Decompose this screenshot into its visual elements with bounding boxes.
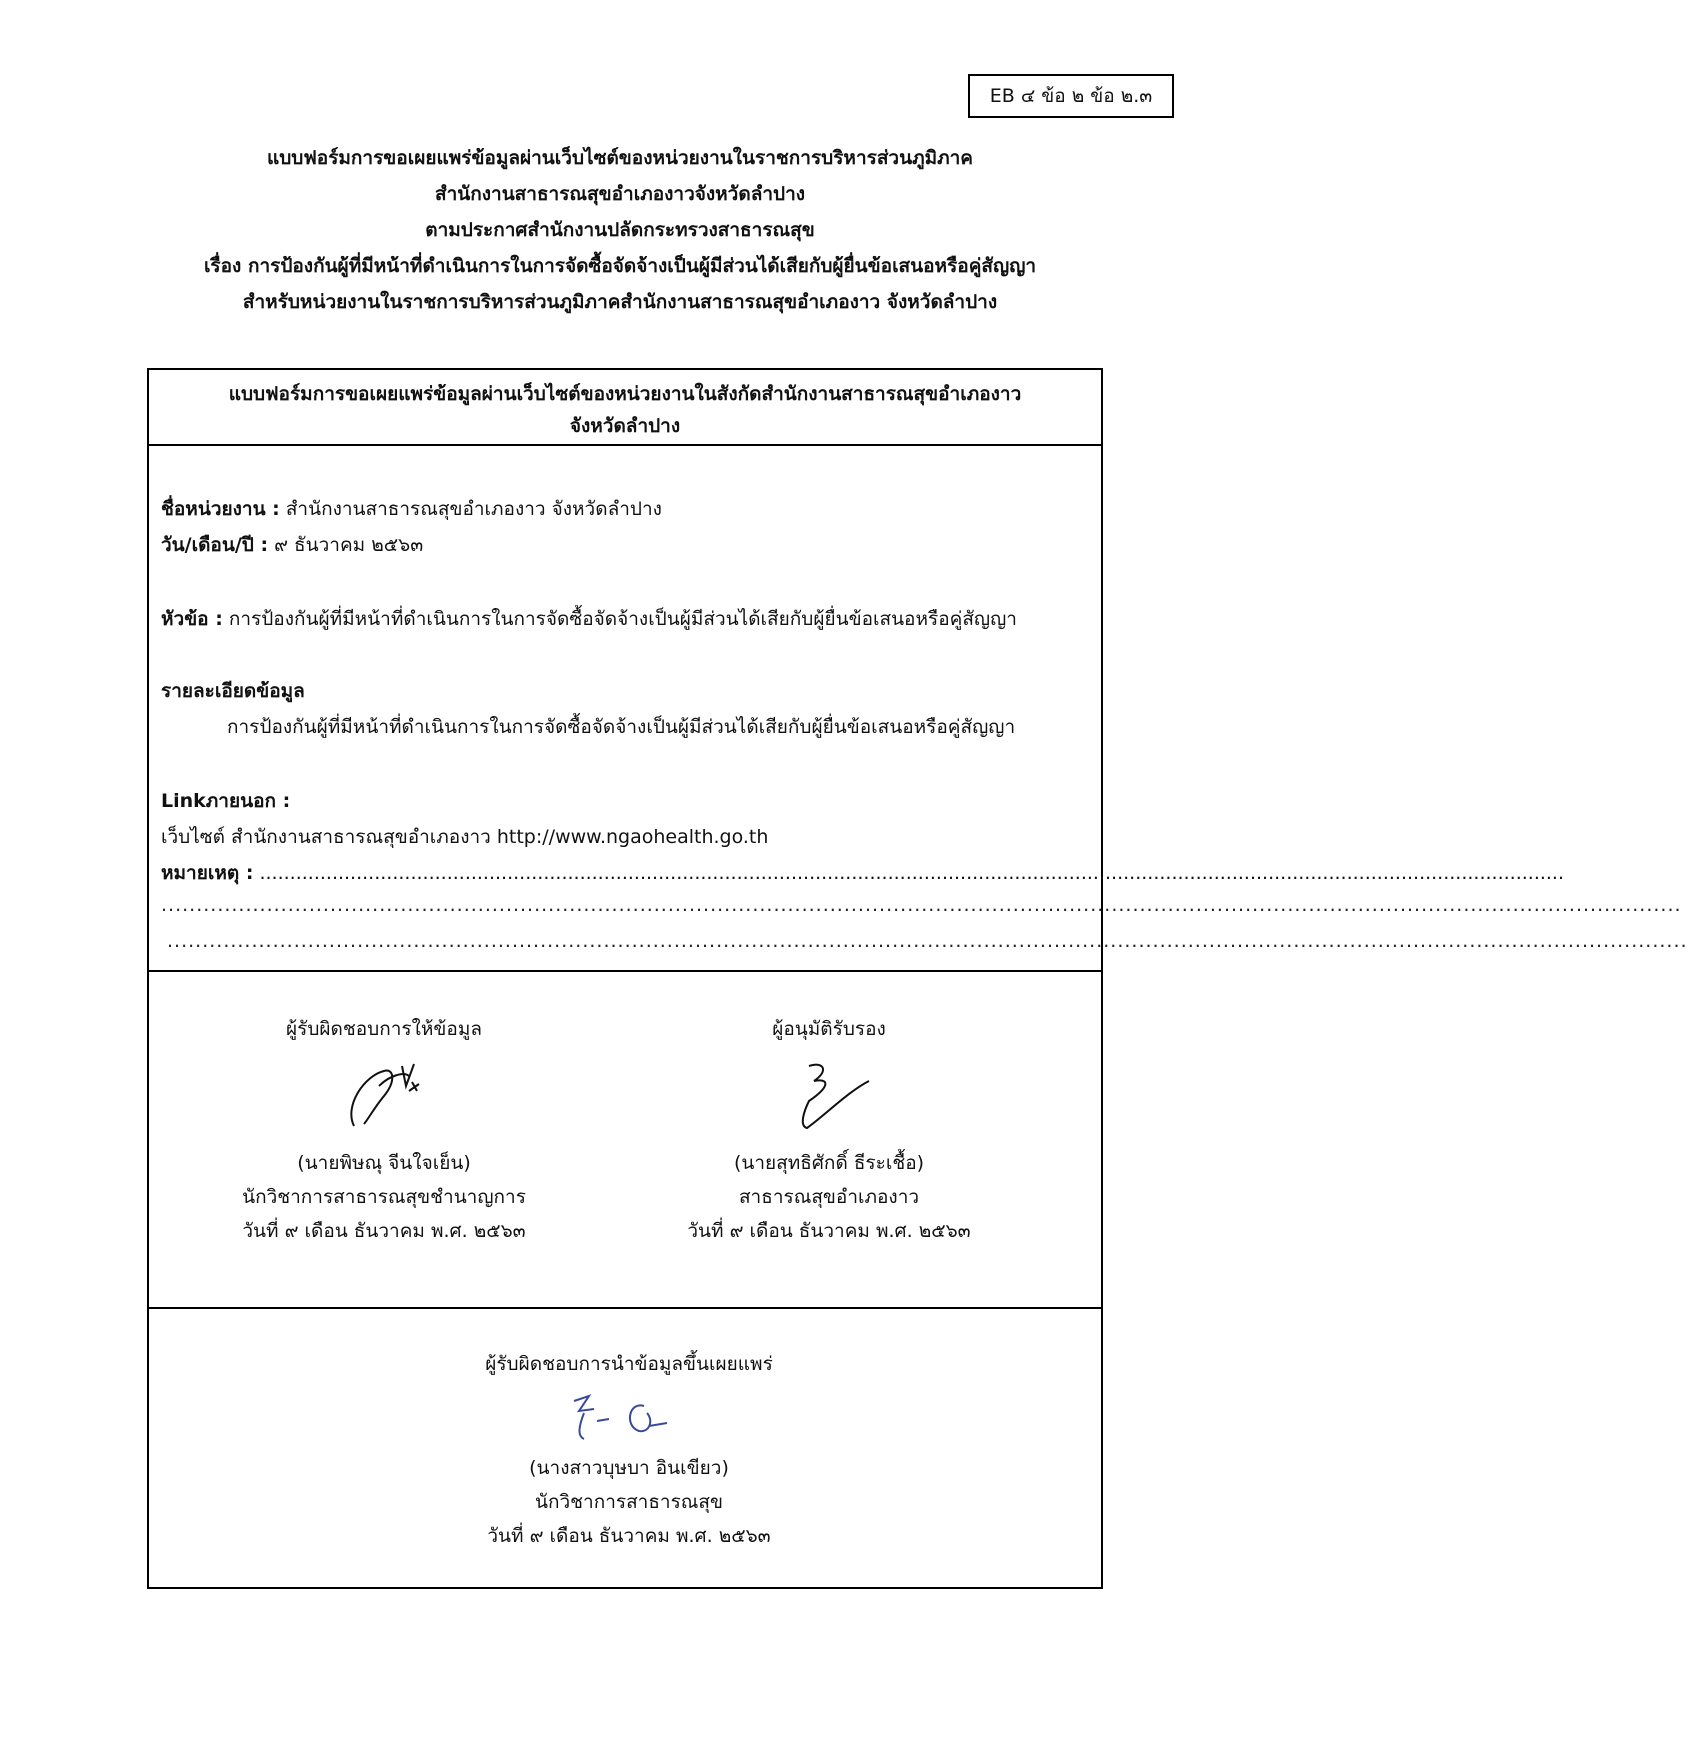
signature-section [149,972,1101,1309]
detail-value: การป้องกันผู้ที่มีหน้าที่ดำเนินการในการจัดซื้อจัดจ้างเป็นผู้มีส่วนได้เสียกับผู้ยื่นข้อเสนอหรือคู่สัญญา [227,716,1016,738]
signature-right [629,1012,1029,1248]
form-title [149,370,1101,446]
topic-label: หัวข้อ : [161,608,223,630]
publisher-name: (นางสาวบุษบา อินเขียว) [529,1457,729,1479]
link-label: Linkภายนอก : [161,790,291,812]
publisher-role: ผู้รับผิดชอบการนำข้อมูลขึ้นเผยแพร่ [485,1353,773,1375]
topic-value: การป้องกันผู้ที่มีหน้าที่ดำเนินการในการจัดซื้อจัดจ้างเป็นผู้มีส่วนได้เสียกับผู้ยื่นข้อเสนอหรือคู่สัญญา [222,608,1017,630]
note-label: หมายเหตุ : [161,862,254,884]
publisher-date: วันที่ ๙ เดือน ธันวาคม พ.ศ. ๒๕๖๓ [487,1525,771,1547]
form-title-line-2: จังหวัดลำปาง [569,415,681,437]
date-value: ๙ ธันวาคม ๒๕๖๓ [268,534,424,556]
publisher-signature [389,1347,869,1553]
header-line-2: สำนักงานสาธารณสุขอำเภองาวจังหวัดลำปาง [434,183,806,205]
unit-label: ชื่อหน่วยงาน : [161,498,280,520]
left-date: วันที่ ๙ เดือน ธันวาคม พ.ศ. ๒๕๖๓ [242,1220,526,1242]
topic-row [161,604,1017,634]
header-line-4: เรื่อง การป้องกันผู้ที่มีหน้าที่ดำเนินการในการจัดซื้อจัดจ้างเป็นผู้มีส่วนได้เสียกับผู้ยื่นข้อเสนอหรือคู่สัญญา [203,255,1037,277]
detail-label: รายละเอียดข้อมูล [161,680,305,702]
unit-row [161,494,662,524]
right-role: ผู้อนุมัติรับรอง [772,1018,886,1040]
left-position: นักวิชาการสาธารณสุขชำนาญการ [242,1186,526,1208]
signature-publisher-image [549,1381,709,1451]
header-line-3: ตามประกาศสำนักงานปลัดกระทรวงสาธารณสุข [425,219,815,241]
signature-left [209,1012,559,1248]
note-row [161,858,1565,888]
date-row [161,530,423,560]
header-line-5: สำหรับหน่วยงานในราชการบริหารส่วนภูมิภาคสำนักงานสาธารณสุขอำเภองาว จังหวัดลำปาง [242,291,998,313]
publisher-position: นักวิชาการสาธารณสุข [534,1491,724,1513]
right-name: (นายสุทธิศักดิ์ ธีระเชื้อ) [733,1152,925,1174]
document-header [120,140,1120,320]
header-line-1: แบบฟอร์มการขอเผยแพร่ข้อมูลผ่านเว็บไซต์ของหน่วยงานในราชการบริหารส่วนภูมิภาค [266,147,974,169]
left-name: (นายพิษณุ จีนใจเย็น) [297,1152,471,1174]
signature-left-image [324,1046,444,1146]
document-code: EB ๔ ข้อ ๒ ข้อ ๒.๓ [989,85,1153,107]
right-position: สาธารณสุขอำเภองาว [738,1186,920,1208]
signature-right-image [769,1046,889,1146]
unit-value: สำนักงานสาธารณสุขอำเภองาว จังหวัดลำปาง [279,498,662,520]
link-value[interactable]: เว็บไซต์ สำนักงานสาธารณสุขอำเภองาว http://www.ngaohealth.go.th [161,826,769,848]
note-dots: ........................................................................................................................................................................................................................ [259,862,1565,884]
right-date: วันที่ ๙ เดือน ธันวาคม พ.ศ. ๒๕๖๓ [687,1220,971,1242]
date-label: วัน/เดือน/ปี : [161,534,269,556]
note-dots-line-3: ........................................................................................................................................................................................................................ [167,930,1688,952]
left-role: ผู้รับผิดชอบการให้ข้อมูล [286,1018,482,1040]
form-body [149,446,1688,972]
document-code-box [968,74,1174,118]
publication-form [147,368,1688,1589]
form-title-line-1: แบบฟอร์มการขอเผยแพร่ข้อมูลผ่านเว็บไซต์ของหน่วยงานในสังกัดสำนักงานสาธารณสุขอำเภองาว [228,383,1022,405]
publisher-section [149,1309,1101,1589]
note-dots-line-2: ........................................................................................................................................................................................................................ [161,894,1682,916]
